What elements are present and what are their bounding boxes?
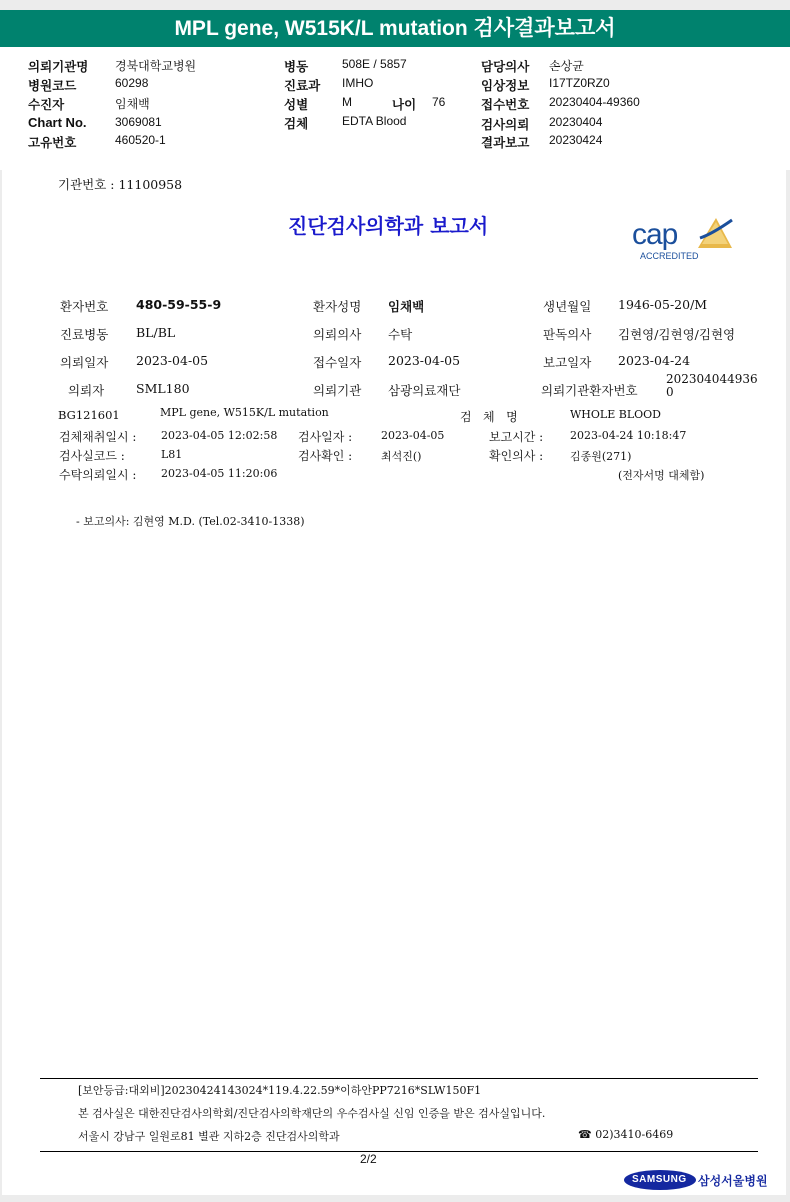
field-value: 2023-04-24 [618,353,691,368]
field-label: 수탁의뢰일시 : [59,468,137,482]
footer-divider-bottom [40,1151,758,1152]
field-label: 보고시간 : [489,430,544,444]
field-label: 확인의사 : [489,449,544,463]
field-value: SML180 [136,381,190,396]
report-title: MPL gene, W515K/L mutation 검사결과보고서 [0,10,790,47]
field-value: 2023-04-05 [381,429,445,442]
header-label: 병원코드 [28,78,77,93]
specimen-label: 검 체 명 [460,410,518,424]
cap-logo-text: cap [632,218,678,251]
certification-note: 본 검사실은 대한진단검사의학회/진단검사의학재단의 우수검사실 신임 인증을 받은 검사실입니다. [78,1107,546,1120]
header-value: IMHO [342,76,374,90]
header-value: 경북대학교병원 [115,59,197,73]
field-value: 2023-04-05 11:20:06 [161,467,278,480]
header-value: 76 [432,95,446,109]
field-value: L81 [161,448,183,461]
signature-note: (전자서명 대체함) [618,469,705,482]
field-value: 2023-04-05 [388,353,461,368]
test-name: MPL gene, W515K/L mutation [160,406,329,419]
header-label: 수진자 [28,97,65,112]
field-label: 생년월일 [543,299,592,314]
samsung-logo-text: SAMSUNG [632,1174,687,1185]
field-value: 최석진() [381,450,422,463]
header-label: 검사의뢰 [481,117,530,132]
header-label: 진료과 [284,78,321,93]
field-value: 김종원(271) [570,450,632,463]
header-label: 결과보고 [481,135,530,150]
header-label: Chart No. [28,115,87,130]
header-value: I17TZ0RZ0 [549,76,610,90]
field-value: 2023-04-05 [136,353,209,368]
specimen-value: WHOLE BLOOD [570,408,661,421]
field-value: 2023-04-05 12:02:58 [161,429,278,442]
field-value: BL/BL [136,325,176,340]
header-value: 60298 [115,76,149,90]
header-value: EDTA Blood [342,114,407,128]
header-label: 성별 [284,97,309,112]
field-label: 검체채취일시 : [59,430,137,444]
page-number: 2/2 [360,1152,377,1166]
field-label: 의뢰일자 [60,355,109,370]
header-value: 20230404-49360 [549,95,640,109]
field-label: 의뢰기관 [313,383,362,398]
header-label: 검체 [284,116,309,131]
cap-accredited-logo [630,214,740,266]
header-label: 나이 [392,97,417,112]
header-value: M [342,95,352,109]
field-label: 환자번호 [60,299,109,314]
field-value: 김현영/김현영/김현영 [618,327,736,342]
header-value: 20230424 [549,133,603,147]
header-value: 손상균 [549,59,584,73]
header-value: 임채백 [115,97,150,111]
reporting-doctor: - 보고의사: 김현영 M.D. (Tel.02-3410-1338) [76,515,305,528]
field-label: 진료병동 [60,327,109,342]
field-label: 검사일자 : [298,430,353,444]
header-label: 병동 [284,59,309,74]
header-value: 460520-1 [115,133,166,147]
field-label: 환자성명 [313,299,362,314]
field-label: 검사확인 : [298,449,353,463]
header-label: 담당의사 [481,59,530,74]
field-label: 접수일자 [313,355,362,370]
cap-logo-subtext: ACCREDITED [640,251,699,261]
security-line: [보안등급:대외비]20230424143024*119.4.22.59*이하안PP7216*SLW150F1 [78,1084,482,1097]
header-value: 508E / 5857 [342,57,407,71]
hospital-name: 삼성서울병원 [698,1174,768,1188]
header-label: 의뢰기관명 [28,59,89,74]
field-label: 의뢰의사 [313,327,362,342]
lab-address: 서울시 강남구 일원로81 별관 지하2층 진단검사의학과 [78,1130,340,1143]
header-value: 3069081 [115,115,162,129]
field-value: 삼광의료재단 [388,383,461,398]
header-label: 고유번호 [28,135,77,150]
patient-number: 480-59-55-9 [136,297,222,312]
report-header [0,47,790,170]
field-label: 의뢰자 [68,383,105,398]
field-label: 판독의사 [543,327,592,342]
header-label: 임상정보 [481,78,530,93]
footer-divider-top [40,1078,758,1079]
header-label: 접수번호 [481,97,530,112]
report-paper [2,170,786,1195]
header-value: 20230404 [549,115,603,129]
samsung-logo [624,1168,696,1192]
birth-date: 1946-05-20/M [618,297,708,312]
lab-phone: ☎ 02)3410-6469 [578,1128,674,1141]
field-value: 수탁 [388,327,413,342]
field-label: 의뢰기관환자번호 [541,383,638,398]
institution-number: 기관번호 : 11100958 [58,177,183,192]
field-label: 검사실코드 : [59,449,125,463]
field-label: 보고일자 [543,355,592,370]
referral-patient-number: 202304044936 0 [666,372,758,399]
patient-name: 임채백 [388,299,425,314]
test-code: BG121601 [58,408,120,422]
cap-logo-emblem-icon [694,214,734,252]
report-heading: 진단검사의학과 보고서 [288,214,489,238]
field-value: 2023-04-24 10:18:47 [570,429,687,442]
